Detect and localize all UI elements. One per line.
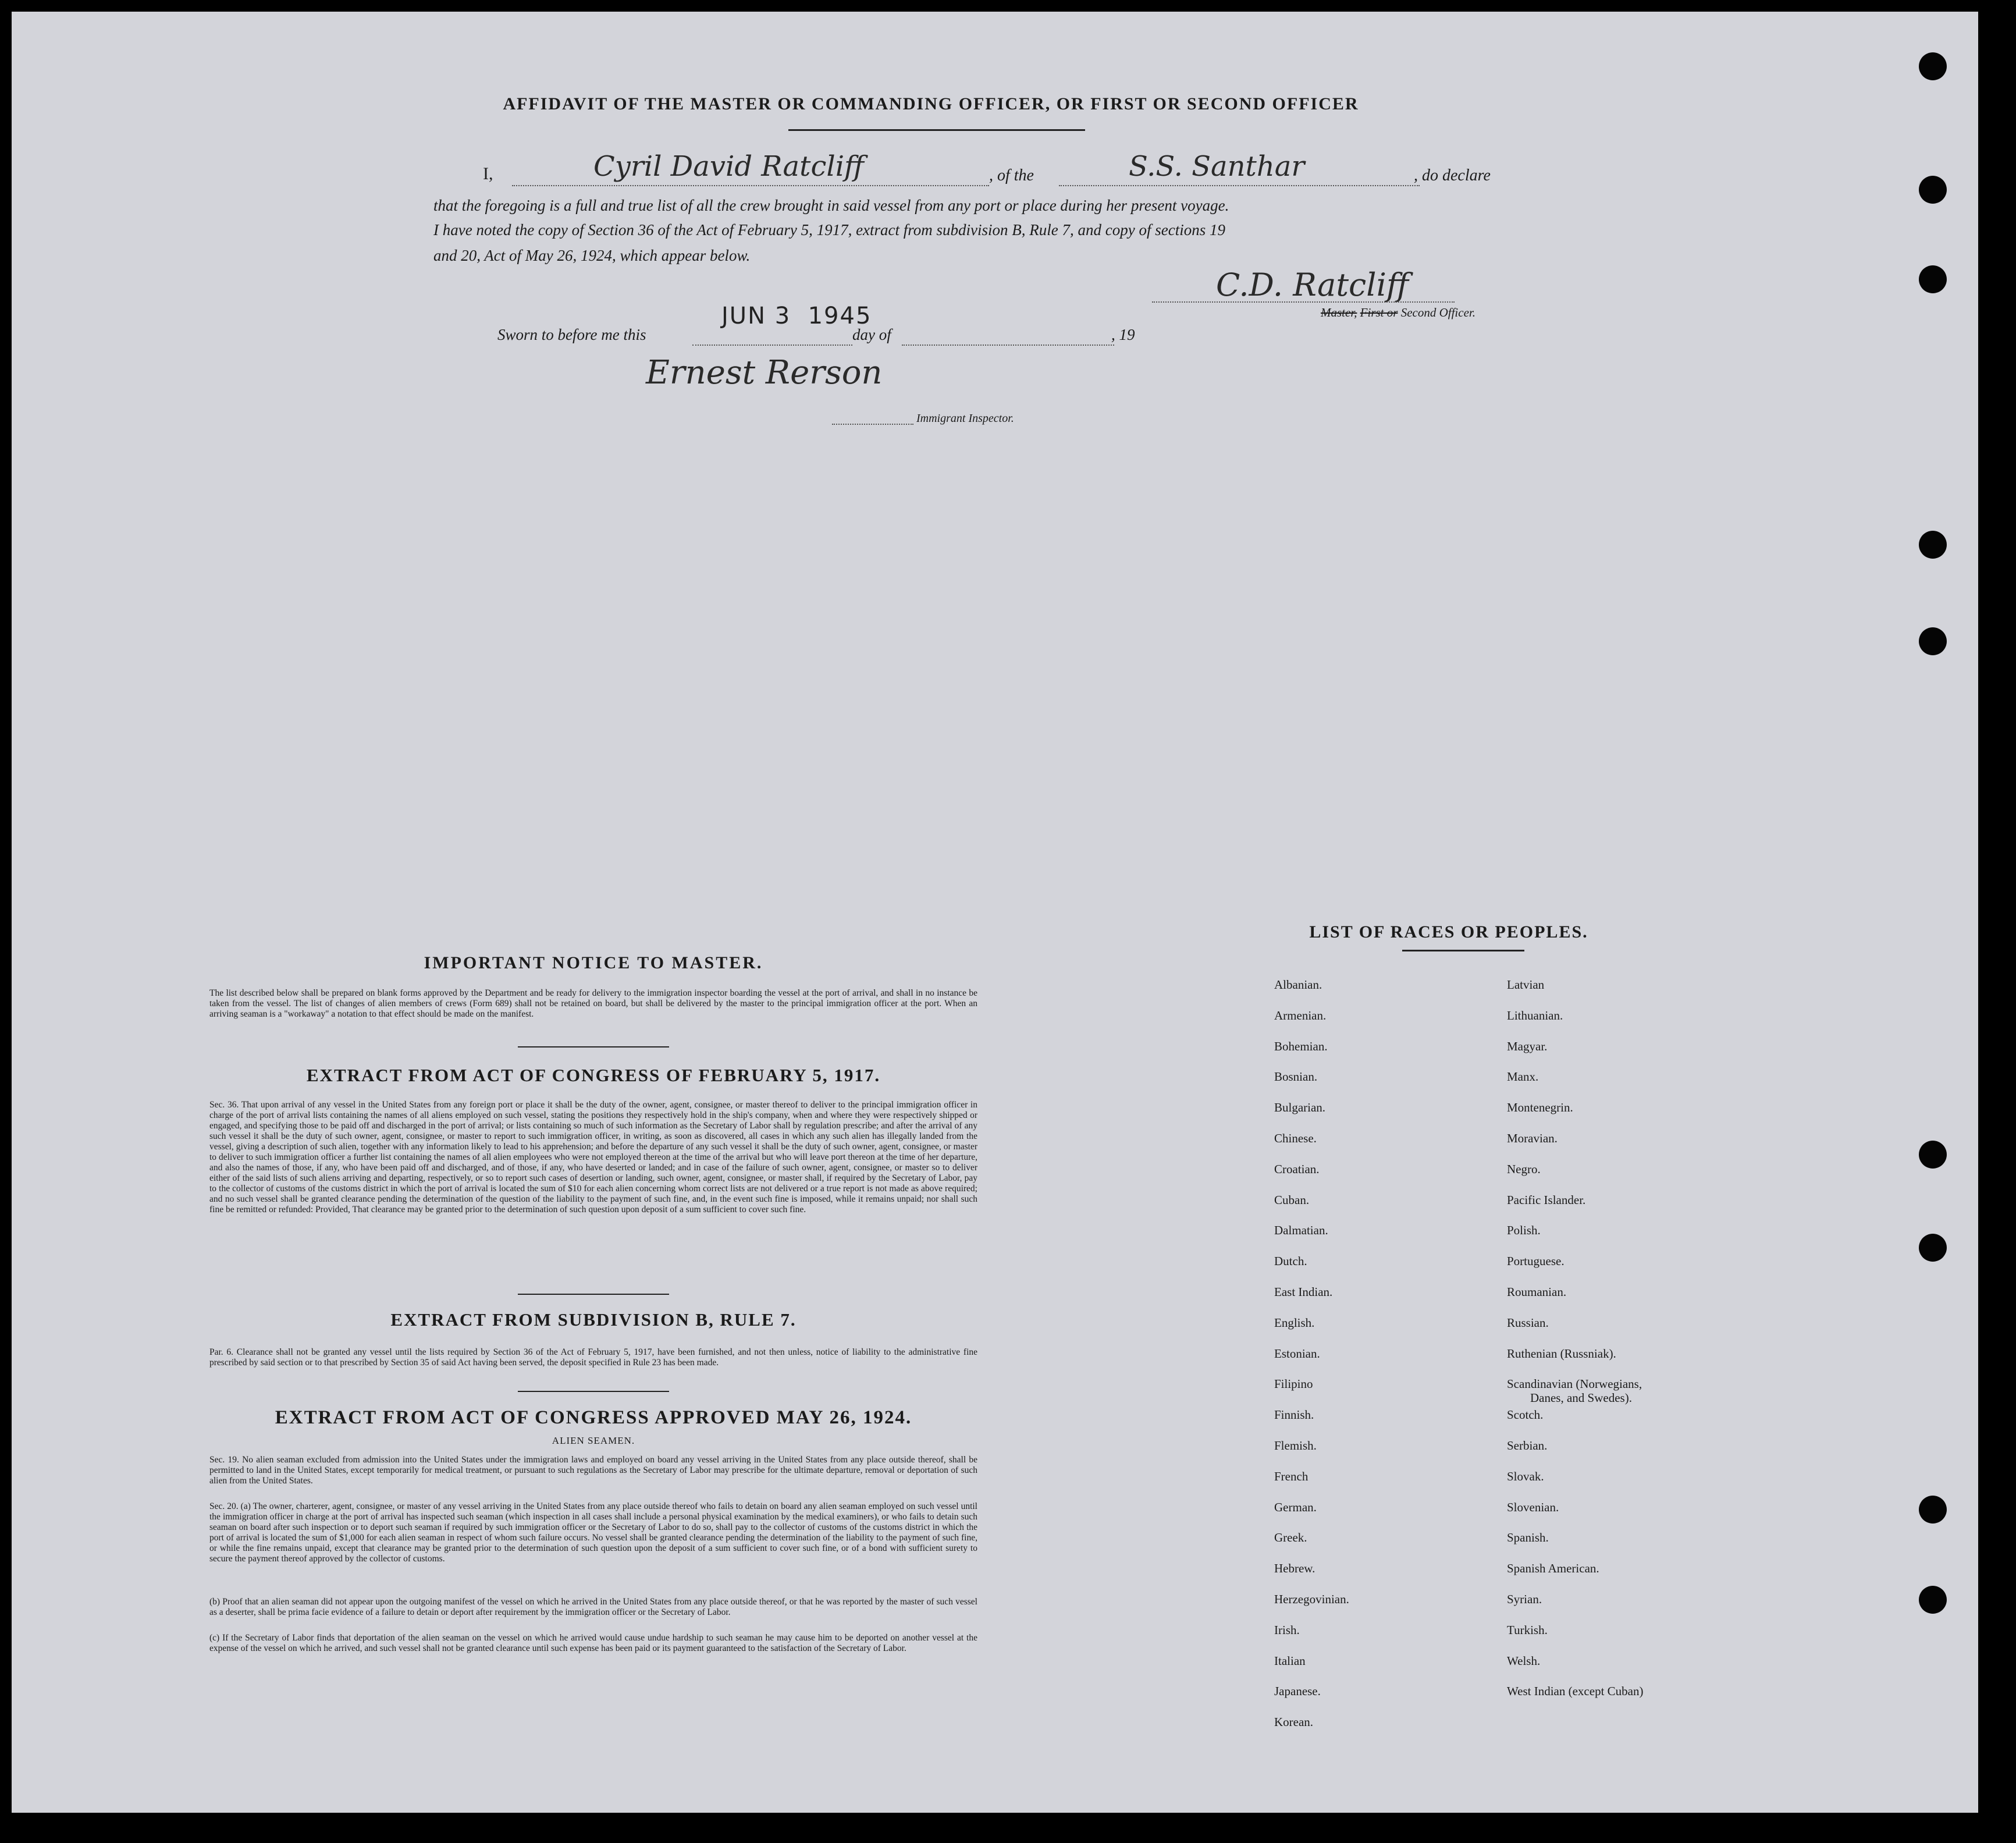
do-declare-label: , do declare [1414,166,1491,184]
race-item: German. [1274,1500,1317,1514]
race-item: Manx. [1507,1070,1539,1084]
race-item: Japanese. [1274,1684,1321,1699]
affidavit-i-label: I, [483,164,493,183]
race-item: Scandinavian (Norwegians, [1507,1377,1642,1391]
rule-7-title: EXTRACT FROM SUBDIVISION B, RULE 7. [390,1309,797,1330]
races-title: LIST OF RACES OR PEOPLES. [1309,922,1588,942]
punch-hole [1919,531,1947,559]
race-item: Estonian. [1274,1346,1320,1361]
punch-hole [1919,176,1947,204]
title-underline [788,129,1085,131]
race-item: Scotch. [1507,1408,1544,1422]
punch-hole [1919,1586,1947,1614]
extract-1924-sec19: Sec. 19. No alien seaman excluded from admission into the United States under the immigration laws and employed on board any vessel arriving in the United States from any place outside thereof, shall be permitted to land in the United States, except temporarily for medical treatment, or pursuant to such regulations as the Secretary of Labor may prescribe for the ultimate departure, removal or deportation of such alien from the United States. [209,1455,977,1486]
extract-1917-title: EXTRACT FROM ACT OF CONGRESS OF FEBRUARY 5, 1917. [306,1065,881,1085]
race-item: French [1274,1469,1309,1483]
inspector-signature: Ernest Rerson [646,354,883,392]
race-item: East Indian. [1274,1285,1333,1299]
race-item: Serbian. [1507,1439,1548,1453]
race-item: Bosnian. [1274,1070,1318,1084]
race-item: Lithuanian. [1507,1008,1563,1022]
race-item: Albanian. [1274,978,1322,992]
officer-title-second: Second Officer. [1400,306,1475,319]
race-item: Slovenian. [1507,1500,1559,1514]
races-title-underline [1402,950,1524,951]
race-item: Turkish. [1507,1622,1548,1637]
race-item: Welsh. [1507,1653,1541,1668]
extract-1917-text: Sec. 36. That upon arrival of any vessel in the United States from any foreign port or place it shall be the duty of the owner, agent, consignee, or master thereof to deliver to the principal immigration officer in charge of the port of arrival lists containing the names of all aliens employed on such vessel, stating the positions they respectively hold in the ship's company, when and where they were respectively shipped or engaged, and specifying those to be paid off and discharged in the port of arrival; or lists containing so much of such information as the Secretary of Labor shall by regulation prescribe; and after the arrival of any such vessel it shall be the duty of such owner, agent, consignee, or master to report to such immigration officer, in writing, as soon as discovered, all cases in which any such alien has illegally landed from the vessel, giving a description of such alien, together with any information likely to lead to his apprehension; and before the departure of any such vessel it shall be the duty of such owner, agent, consignee, or master to deliver to such immigration officer a further list containing the names of all alien employees who were not employed thereon at the time of the arrival but who will leave port thereon at the time of her departure, and also the names of those, if any, who have been paid off and discharged, and of those, if any, who have deserted or landed; and in case of the failure of such owner, agent, consignee, or master so to deliver either of the said lists of such aliens arriving and departing, respectively, or so to report such cases of desertion or landing, such owner, agent, consignee, or master shall, if required by the Secretary of Labor, pay to the collector of customs of the customs district in which the port of arrival is located the sum of $10 for each alien concerning whom correct lists are not delivered or a true report is not made as above required; and no such vessel shall be granted clearance pending the determination of the question of the liability to the payment of such fine, and, in the event such fine is imposed, while it remains unpaid; nor shall such fine be remitted or refunded: Provided, That clearance may be granted prior to the determination of such question upon deposit of a sum sufficient to cover such fine. [209,1100,977,1215]
race-item: Dutch. [1274,1254,1307,1269]
punch-hole [1919,265,1947,293]
divider [518,1391,669,1392]
race-item: Cuban. [1274,1192,1310,1207]
race-item: Armenian. [1274,1008,1327,1022]
officer-signature-line [1152,301,1455,303]
race-item: Latvian [1507,978,1545,992]
race-item: Irish. [1274,1622,1300,1637]
race-item: Syrian. [1507,1592,1542,1606]
race-item: Finnish. [1274,1408,1314,1422]
punch-hole [1919,1141,1947,1169]
race-item: Magyar. [1507,1039,1548,1053]
race-item: Bulgarian. [1274,1100,1326,1115]
affidavit-line-2: that the foregoing is a full and true list of all the crew brought in said vessel from any port or place during her present voyage. [433,197,1229,214]
race-item: English. [1274,1315,1315,1330]
race-item: Polish. [1507,1223,1541,1238]
extract-1924-sec20b: (b) Proof that an alien seaman did not appear upon the outgoing manifest of the vessel on which he arrived in the United States from any place outside thereof, or that he was reported by the master of such vessel as a deserter, shall be prima facie evidence of a failure to detain or deport after requirement by the immigration officer or the Secretary of Labor. [209,1597,977,1617]
race-item: Flemish. [1274,1439,1317,1453]
document-page [12,12,1978,1813]
race-item: West Indian (except Cuban) [1507,1684,1644,1699]
extract-1924-sec20a: Sec. 20. (a) The owner, charterer, agent, consignee, or master of any vessel arriving in the United States from any place outside thereof who fails to detain on board any alien seaman employed on such vessel until the immigration officer in charge at the port of arrival has inspected such seaman (which inspection in all cases shall include a personal physical examination by the medical examiners), or who fails to detain such seaman on board after such inspection or to deport such seaman if required by such immigration officer or the Secretary of Labor to do so, shall pay to the collector of customs of the customs district in which the port of arrival is located the sum of $1,000 for each alien seaman in respect of whom such failure occurs. No vessel shall be granted clearance pending the determination of the liability to the payment of such fine, or while the fine remains unpaid, except that clearance may be granted prior to the determination of such question upon the deposit of a sum sufficient to cover such fine, or of a bond with sufficient surety to secure the payment thereof approved by the collector of customs. [209,1501,977,1564]
race-item: Greek. [1274,1530,1307,1545]
vessel-name-handwritten: S.S. Santhar [1129,150,1305,183]
race-item: Montenegrin. [1507,1100,1573,1115]
inspector-line [832,424,913,425]
affidavit-title: AFFIDAVIT OF THE MASTER OR COMMANDING OFFICER, OR FIRST OR SECOND OFFICER [503,94,1359,113]
race-item: Ruthenian (Russniak). [1507,1346,1616,1361]
divider [518,1046,669,1047]
race-item: Danes, and Swedes). [1530,1391,1632,1405]
race-item: Italian [1274,1653,1306,1668]
race-item: Pacific Islander. [1507,1192,1586,1207]
officer-title-master: Master, [1321,306,1357,319]
race-item: Slovak. [1507,1469,1544,1483]
race-item: Bohemian. [1274,1039,1328,1053]
race-item: Portuguese. [1507,1254,1565,1269]
vessel-line [1059,185,1420,186]
year-prefix: , 19 [1111,326,1135,343]
master-name-handwritten: Cyril David Ratcliff [593,150,865,183]
race-item: Hebrew. [1274,1561,1315,1576]
race-item: Herzegovinian. [1274,1592,1349,1606]
race-item: Negro. [1507,1162,1541,1176]
inspector-label: Immigrant Inspector. [916,412,1014,425]
divider [518,1294,669,1295]
notice-text: The list described below shall be prepared on blank forms approved by the Department and be ready for delivery to the immigration inspector boarding the vessel at the port of arrival, and shall in no instance be taken from the vessel. The list of changes of alien members of crews (Form 689) shall not be retained on board, but shall be delivered by the master to the principal immigration officer at the port. When an arriving seaman is a "workaway" a notation to that effect should be made on the manifest. [209,988,977,1019]
name-line [512,185,989,186]
race-item: Chinese. [1274,1131,1317,1145]
race-item: Roumanian. [1507,1285,1567,1299]
race-item: Spanish American. [1507,1561,1599,1576]
punch-hole [1919,1496,1947,1524]
race-item: Filipino [1274,1377,1313,1391]
day-of-label: day of [852,326,891,343]
race-item: Spanish. [1507,1530,1549,1545]
officer-title [1321,306,1475,320]
race-item: Korean. [1274,1715,1314,1730]
race-item: Croatian. [1274,1162,1320,1176]
extract-1924-subtitle: ALIEN SEAMEN. [552,1435,635,1446]
day-line [692,345,852,346]
punch-hole [1919,627,1947,655]
of-the-label: , of the [989,166,1034,184]
sworn-label: Sworn to before me this [497,326,646,343]
race-item: Moravian. [1507,1131,1558,1145]
punch-hole [1919,1234,1947,1262]
officer-title-first: First or [1360,306,1398,319]
race-item: Russian. [1507,1315,1549,1330]
race-item: Dalmatian. [1274,1223,1328,1238]
rule-7-text: Par. 6. Clearance shall not be granted any vessel until the lists required by Section 36 of the Act of February 5, 1917, have been furnished, and not then unless, notice of liability to the administrative fine prescribed by said section or to that prescribed by Section 35 of said Act having been served, the deposit specified in Rule 23 has been made. [209,1347,977,1368]
punch-hole [1919,52,1947,80]
notice-title: IMPORTANT NOTICE TO MASTER. [424,953,763,972]
affidavit-line-4: and 20, Act of May 26, 1924, which appear below. [433,247,751,264]
officer-signature: C.D. Ratcliff [1216,267,1409,303]
extract-1924-sec20c: (c) If the Secretary of Labor finds that deportation of the alien seaman on the vessel on which he arrived would cause undue hardship to such seaman he may cause him to be deported on another vessel at the expense of the vessel on which he arrived, and such vessel shall not be granted clearance until such expense has been paid or its payment guaranteed to the satisfaction of the Secretary of Labor. [209,1633,977,1653]
month-line [902,345,1114,346]
extract-1924-title: EXTRACT FROM ACT OF CONGRESS APPROVED MAY 26, 1924. [275,1407,912,1428]
affidavit-line-3: I have noted the copy of Section 36 of the Act of February 5, 1917, extract from subdivision B, Rule 7, and copy of sections 19 [433,221,1225,239]
date-stamp: JUN 3 1945 [721,303,872,329]
